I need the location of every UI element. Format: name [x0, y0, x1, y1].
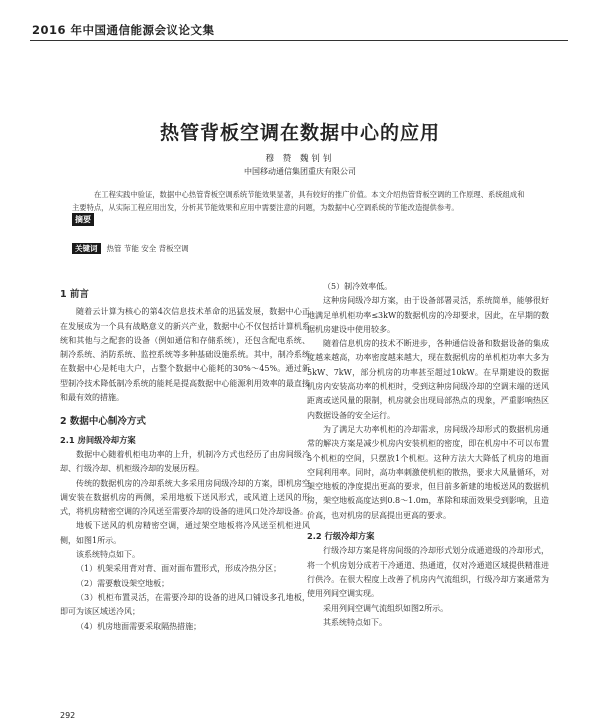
page-number: 292	[60, 711, 76, 720]
paragraph: 数据中心随着机柜电功率的上升，机制冷方式也经历了由房间级冷却、行级冷却、机柜级冷却的发展历程。	[60, 449, 310, 474]
paragraph: 这种房间级冷却方案，由于设备部署灵活，系统简单，能够很好地满足单机柜功率≤3kW的数据机房的冷却要求，因此，在早期的数据机房建设中使用较多。	[307, 296, 549, 334]
left-column	[60, 280, 310, 634]
keywords-label: 关键词	[72, 243, 101, 254]
section-2-heading: 2 数据中心制冷方式	[60, 416, 146, 428]
list-item: （4）机房地面需要采取隔热措施；	[76, 621, 202, 631]
paragraph: 该系统特点如下。	[76, 550, 140, 560]
abstract-text: 在工程实践中验证，数据中心热管背板空调系统节能效果显著，具有较好的推广价值。本文介绍热管背板空调的工作原理、系统组成和主要特点，从实际工程应用出发，分析其节能效果和应用中需要注意的问题，为数据中心空调系统的节能改造提供参考。	[72, 190, 525, 212]
list-item: （1）机架采用背对背、面对面布置形式，形成冷热分区；	[76, 564, 282, 574]
header-divider	[30, 40, 568, 41]
list-item: （2）需要敷设架空地板；	[76, 578, 170, 588]
paper-title: 热管背板空调在数据中心的应用	[159, 122, 440, 144]
running-header: 2016 年中国通信能源会议论文集	[32, 23, 215, 37]
right-column	[307, 280, 549, 630]
paragraph: 传统的数据机房的冷却系统大多采用房间级冷却的方案，即机房空调安装在数据机房的两侧，采用地板下送风形式，或风道上送风的形式，将机房精密空调的冷风送至需要冷却的设备的进风口处冷却设备。	[60, 478, 310, 517]
paragraph: 采用列间空调气流组织如图2所示。	[323, 603, 449, 613]
list-item: （3）机柜布置灵活，在需要冷却的设备的进风口铺设多孔地板，即可为该区域送冷风；	[60, 592, 310, 617]
paragraph: 行级冷却方案是将房间级的冷却形式划分成通道级的冷却形式，将一个机房划分成若干冷通道、热通道，仅对冷通道区域提供精准进行供冷。在很大程度上改善了机房内气流组织，行级冷却方案通常为使用列间空调实现。	[307, 546, 549, 599]
section-1-heading: 1 前言	[60, 289, 89, 300]
paragraph: 其系统特点如下。	[323, 617, 387, 627]
section-1-paragraph: 随着云计算为核心的第4次信息技术革命的迅猛发展，数据中心正在发展成为一个具有战略意义的新兴产业，数据中心不仅包括计算机系统和其他与之配套的设备（例如通信和存储系统），还包含配电系统、制冷系统、消防系统、监控系统等多种基础设施系统。其中，制冷系统在数据中心是耗电大户，占整个数据中心能耗的30%～45%。通过新型制冷技术降低制冷系统的能耗是提高数据中心能源利用效率的最直接和最有效的措施。	[60, 307, 310, 403]
paper-authors: 穆 赞 魏钊钊	[265, 154, 335, 164]
keywords-text: 热管 节能 安全 背板空调	[106, 244, 189, 253]
paragraph: 地板下送风的机房精密空调，通过架空地板将冷风送至机柜进风侧，如图1所示。	[60, 521, 310, 545]
paragraph: 随着信息机房的技术不断进步，各种通信设备和数据设备的集成度越来越高，功率密度越来越大，现在数据机房的单机柜功率大多为5kW、7kW，部分机房的功率甚至超过10kW。在早期建设的数据机房内安装高功率的机柜时，受到这种房间级冷却的空调末端的送风距离或送风量的限制，机房就会出现局部热点的现象，严重影响热区内数据设备的安全运行。	[307, 339, 549, 420]
list-item: （5）制冷效率低。	[323, 282, 393, 291]
section-2-2-heading: 2.2 行级冷却方案	[307, 531, 375, 542]
keywords-line	[72, 243, 530, 254]
abstract-label: 摘要	[72, 213, 94, 226]
paragraph: 为了满足大功率机柜的冷却需求，房间级冷却形式的数据机房通常的解决方案是减少机房内安装机柜的密度，即在机房中不可以布置5个机柜的空间，只摆放1个机柜。这种方法大大降低了机房的地面空间利用率。同时，高功率刺激使机柜的散热，要求大风量循环，对架空地板的净度提出更高的要求，但目前多新建的地板送风的数据机房，架空地板高度达到0.8～1.0m，革除和球面效果受到影响，且造价高，也对机房的层高提出更高的要求。	[307, 424, 549, 520]
paper-affiliation: 中国移动通信集团重庆有限公司	[244, 167, 356, 176]
section-2-1-heading: 2.1 房间级冷却方案	[60, 434, 136, 445]
